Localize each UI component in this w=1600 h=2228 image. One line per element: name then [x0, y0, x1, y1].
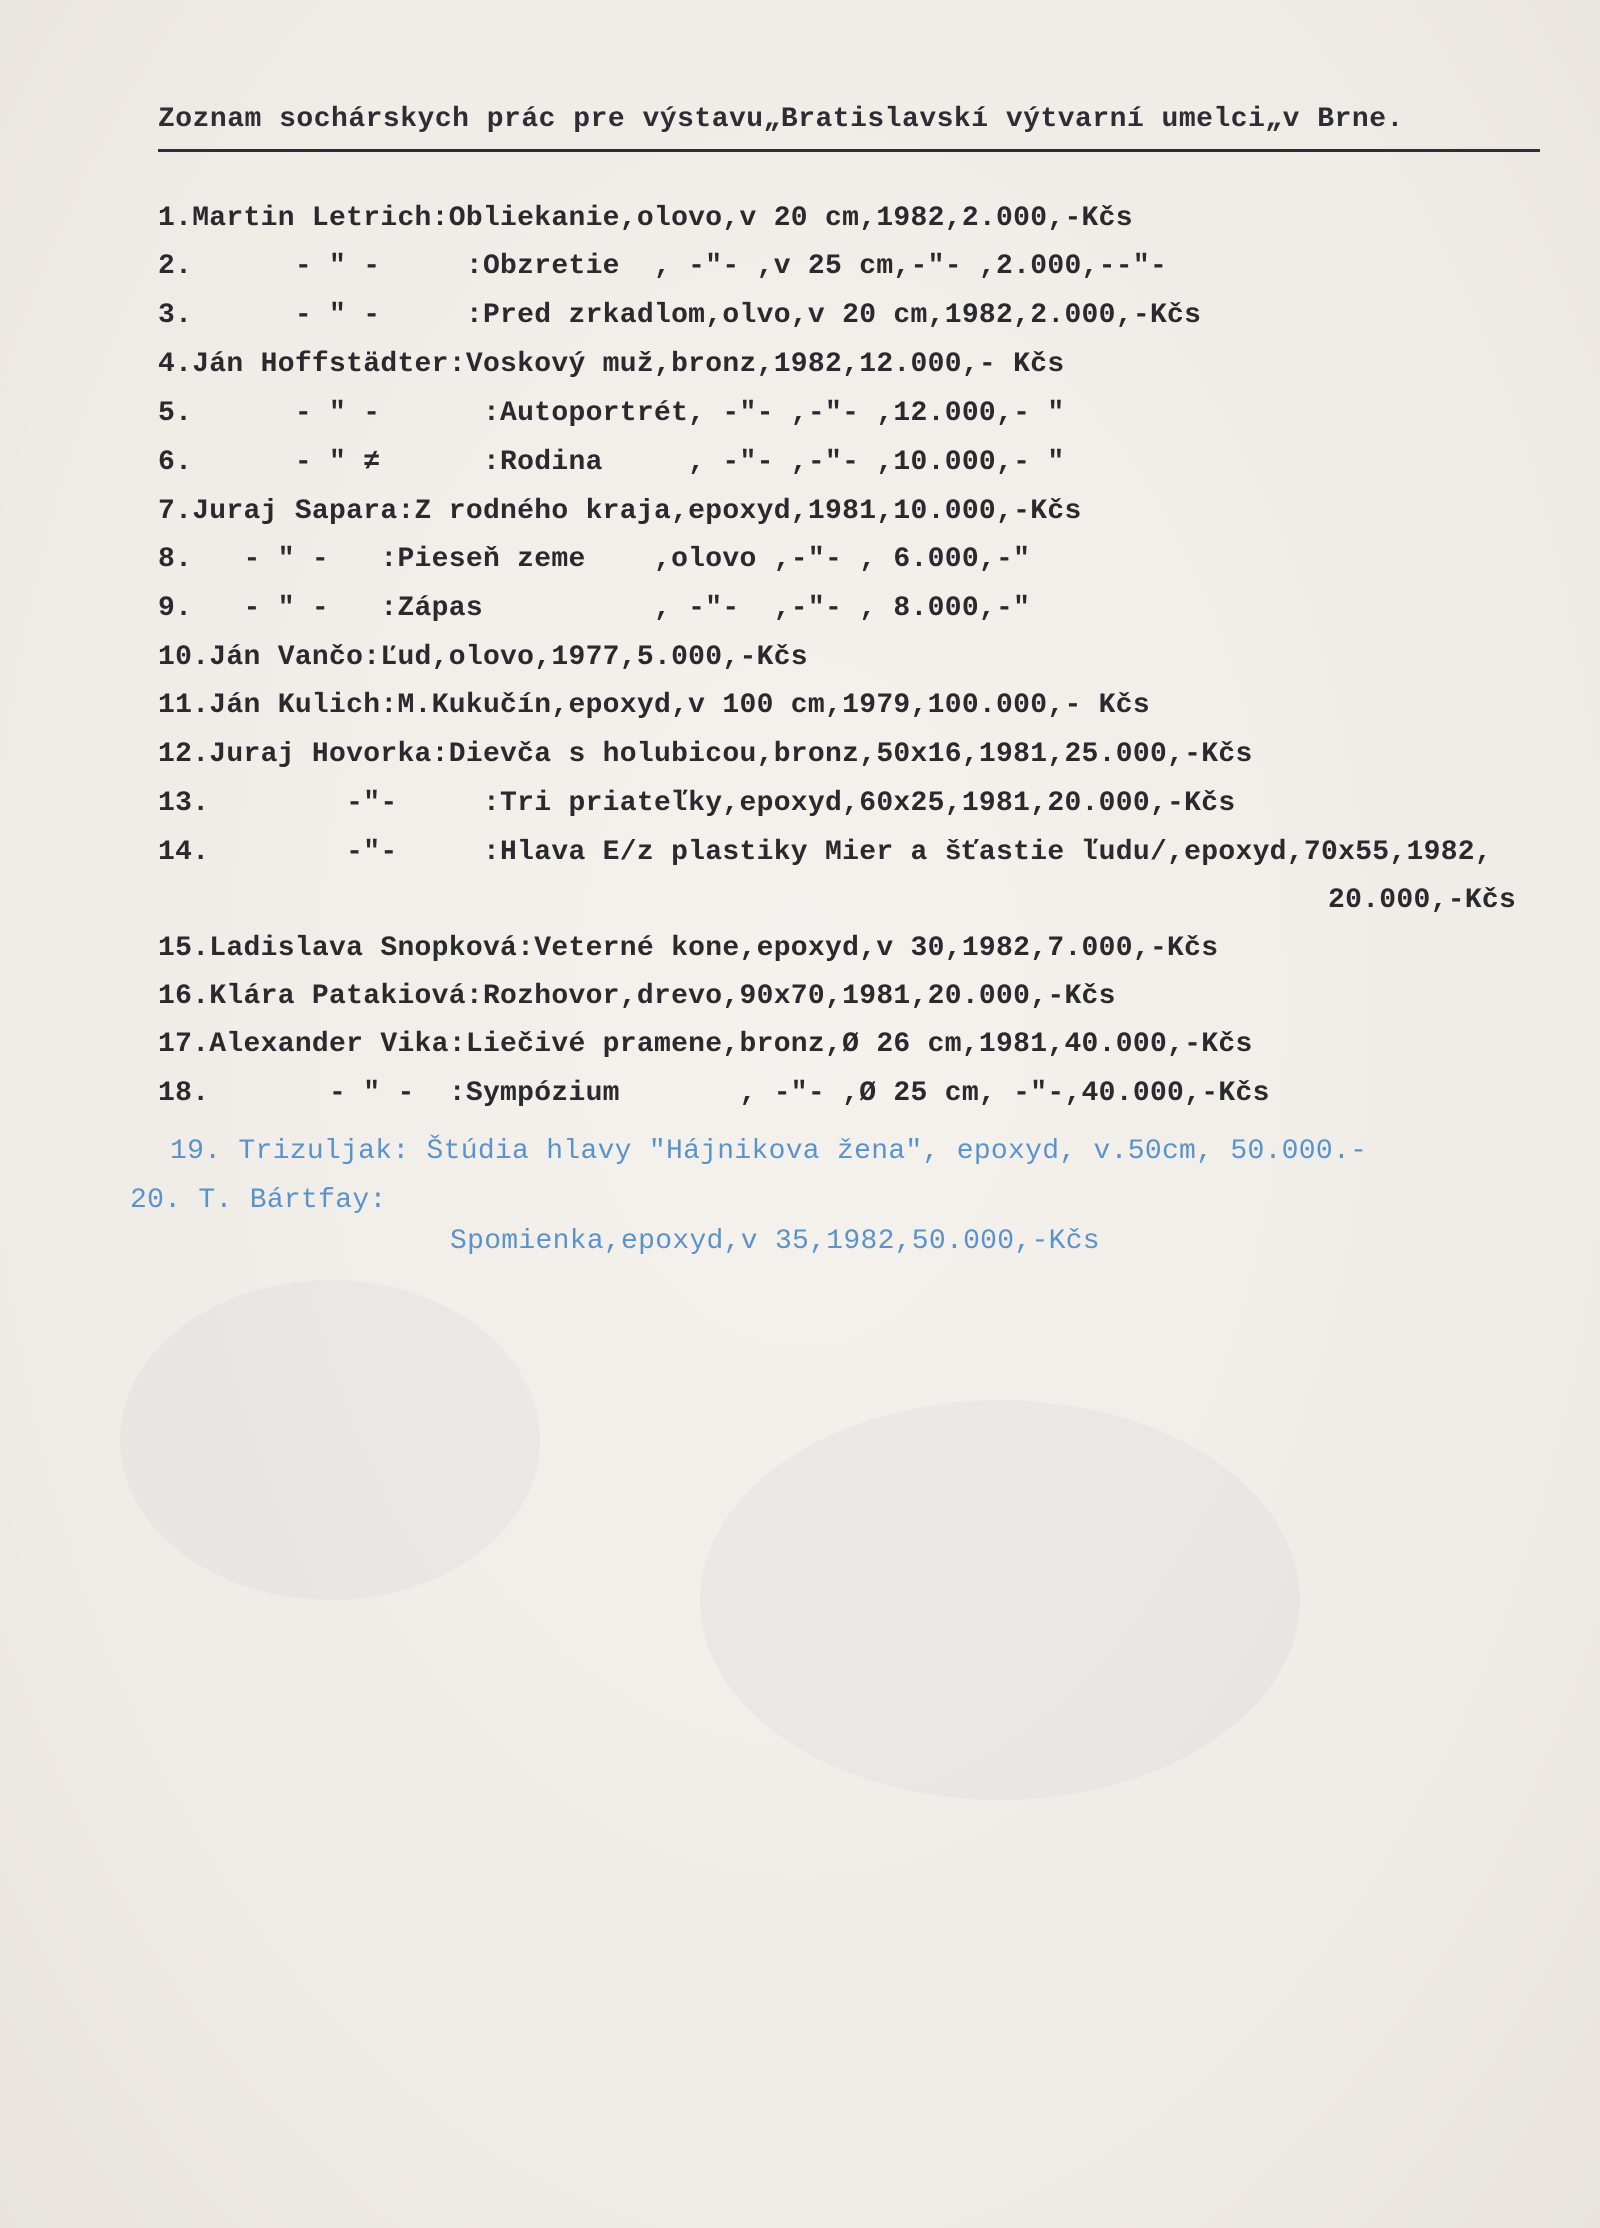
list-item: 16.Klára Patakiová:Rozhovor,drevo,90x70,1981,20.000,-Kčs [158, 981, 1116, 1012]
title-underline [158, 149, 1540, 152]
list-item: 17.Alexander Vika:Liečivé pramene,bronz,Ø 26 cm,1981,40.000,-Kčs [158, 1029, 1253, 1060]
list-item: 5. - " - :Autoportrét, -"- ,-"- ,12.000,- " [158, 398, 1065, 429]
list-item-continuation: 20.000,-Kčs [1328, 885, 1517, 916]
list-item: 1.Martin Letrich:Obliekanie,olovo,v 20 cm,1982,2.000,-Kčs [158, 203, 1133, 234]
handwritten-list-item: 20. T. Bártfay: [130, 1185, 387, 1216]
list-item: 14. -"- :Hlava E/z plastiky Mier a šťastie ľudu/,epoxyd,70x55,1982, [158, 837, 1493, 868]
handwritten-list-item: Spomienka,epoxyd,v 35,1982,50.000,-Kčs [450, 1226, 1100, 1257]
list-item: 13. -"- :Tri priateľky,epoxyd,60x25,1981,20.000,-Kčs [158, 788, 1236, 819]
list-item: 11.Ján Kulich:M.Kukučín,epoxyd,v 100 cm,1979,100.000,- Kčs [158, 690, 1150, 721]
list-item: 6. - " ≠ :Rodina , -"- ,-"- ,10.000,- " [158, 447, 1065, 478]
list-item: 7.Juraj Sapara:Z rodného kraja,epoxyd,1981,10.000,-Kčs [158, 496, 1082, 527]
list-item: 12.Juraj Hovorka:Dievča s holubicou,bronz,50x16,1981,25.000,-Kčs [158, 739, 1253, 770]
document-title: Zoznam sochárskych prác pre výstavu„Bratislavskí výtvarní umelci„v Brne. [158, 104, 1404, 135]
list-item: 8. - " - :Pieseň zeme ,olovo ,-"- , 6.000,-" [158, 544, 1031, 575]
handwritten-list-item: 19. Trizuljak: Štúdia hlavy "Hájnikova žena", epoxyd, v.50cm, 50.000.- [170, 1136, 1368, 1167]
list-item: 4.Ján Hoffstädter:Voskový muž,bronz,1982,12.000,- Kčs [158, 349, 1065, 380]
list-item: 10.Ján Vančo:Ľud,olovo,1977,5.000,-Kčs [158, 642, 808, 673]
list-item: 15.Ladislava Snopková:Veterné kone,epoxyd,v 30,1982,7.000,-Kčs [158, 933, 1219, 964]
list-item: 2. - " - :Obzretie , -"- ,v 25 cm,-"- ,2.000,--"- [158, 251, 1168, 282]
list-item: 9. - " - :Zápas , -"- ,-"- , 8.000,-" [158, 593, 1031, 624]
list-item: 18. - " - :Sympózium , -"- ,Ø 25 cm, -"-,40.000,-Kčs [158, 1078, 1270, 1109]
list-item: 3. - " - :Pred zrkadlom,olvo,v 20 cm,1982,2.000,-Kčs [158, 300, 1202, 331]
